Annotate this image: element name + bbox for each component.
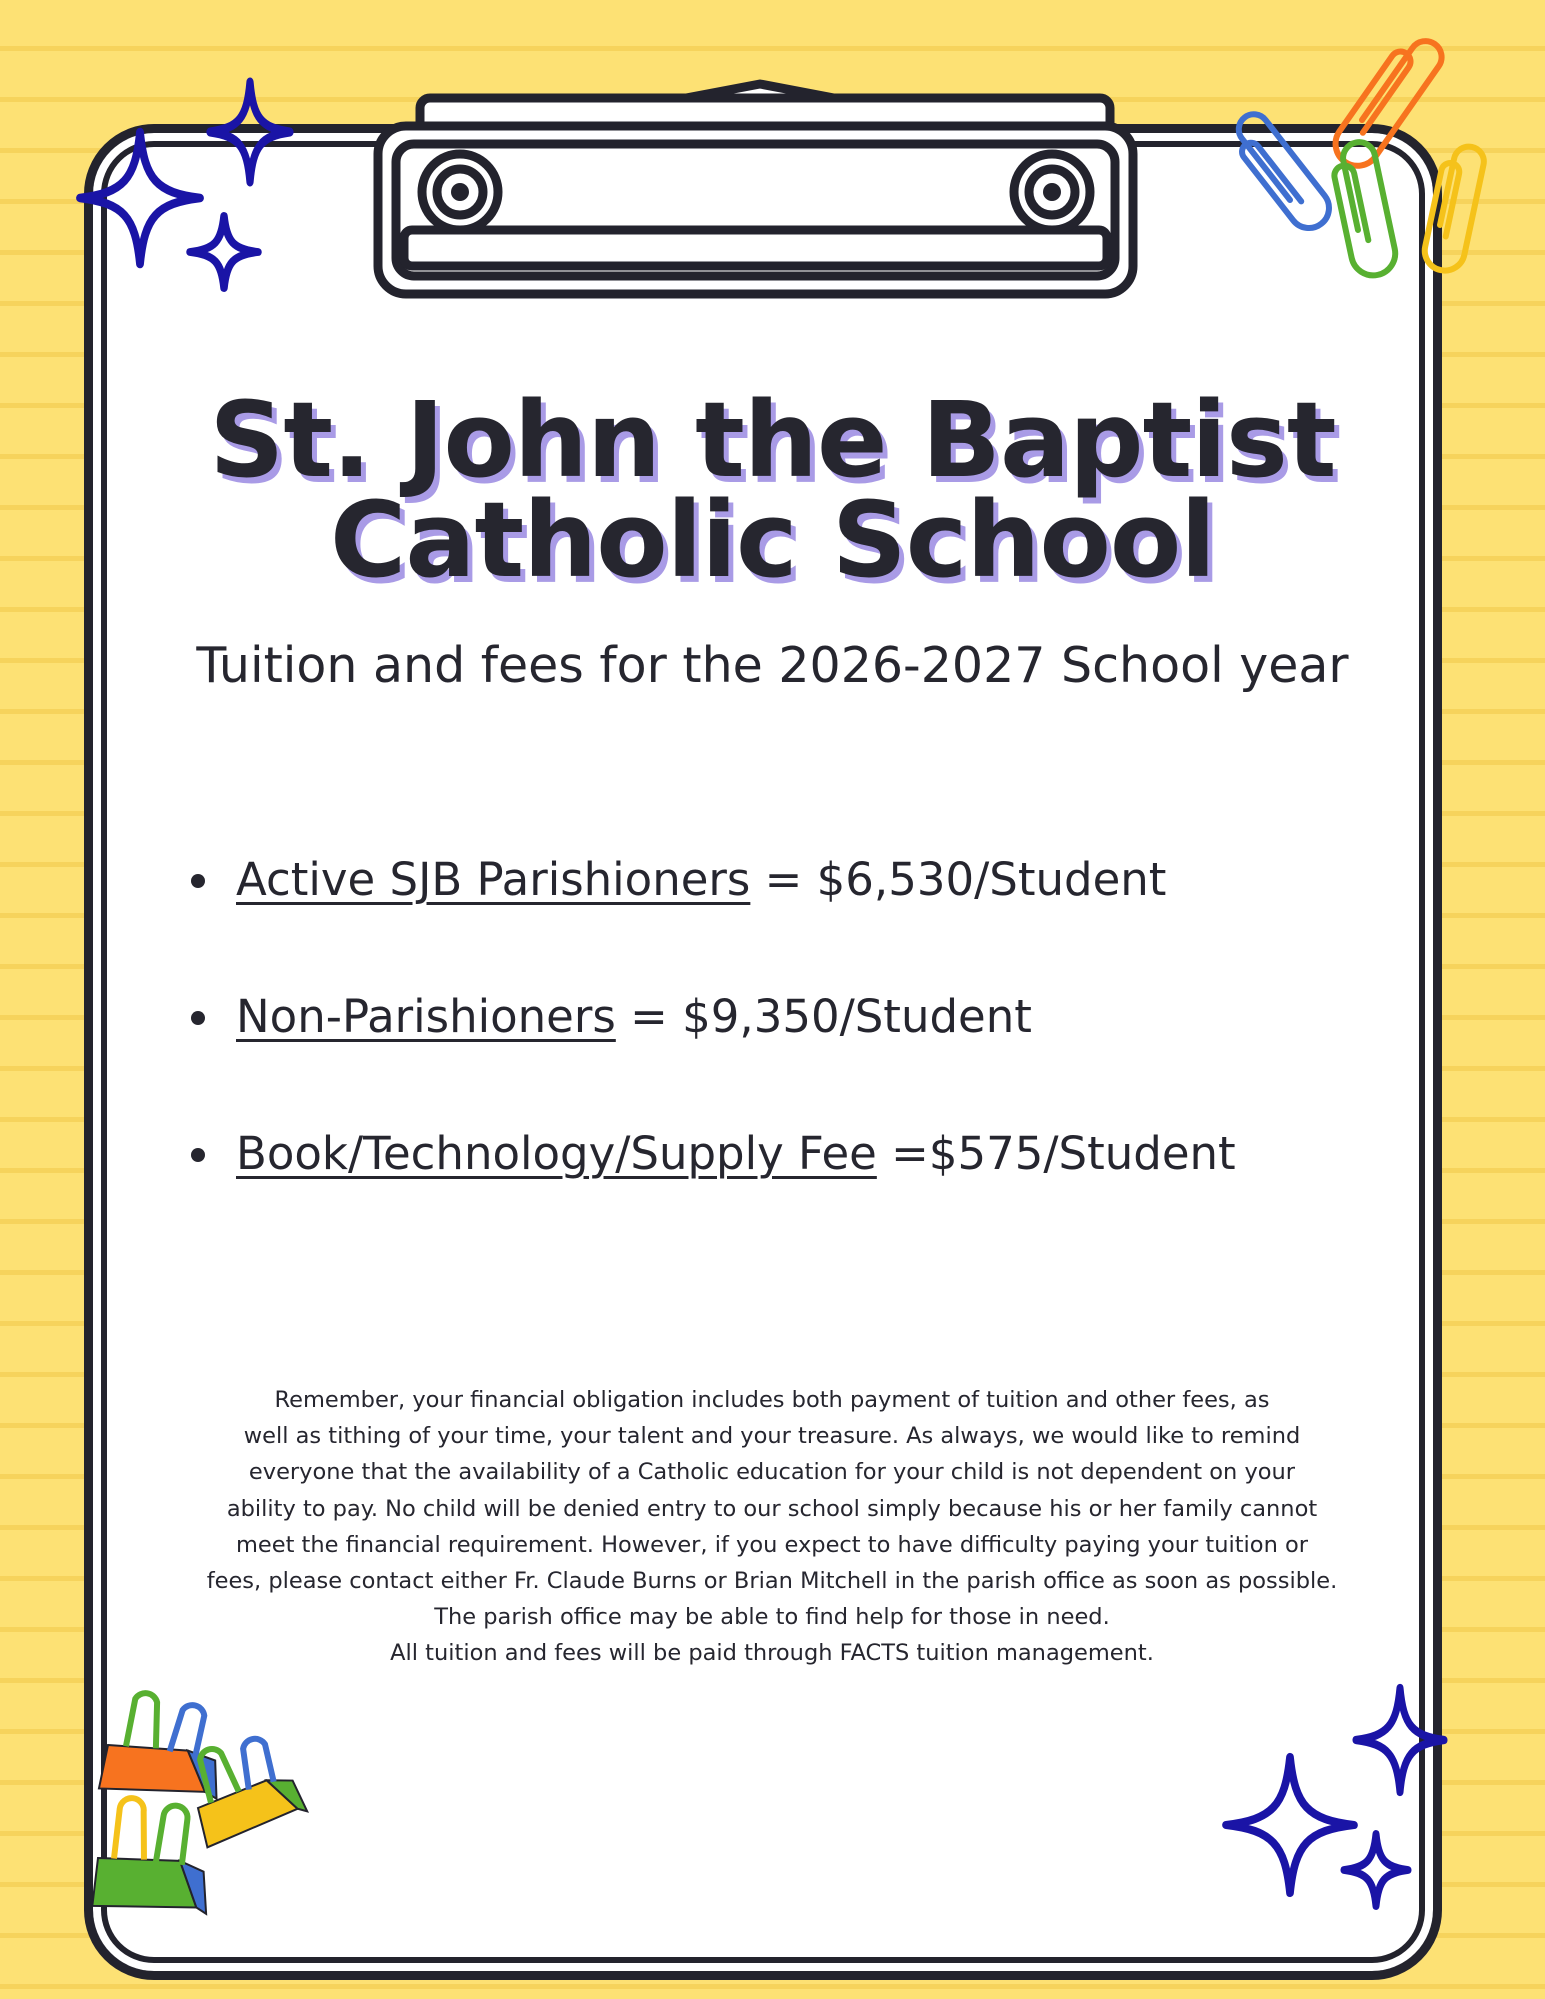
fee-label: Book/Technology/Supply Fee bbox=[236, 1127, 877, 1180]
notice-line: well as tithing of your time, your talent and your treasure. As always, we would like to remind bbox=[243, 1423, 1301, 1450]
school-title-line-2: Catholic School bbox=[330, 479, 1215, 601]
notice-line: The parish office may be able to find help for those in need. bbox=[434, 1604, 1110, 1631]
tuition-subtitle: Tuition and fees for the 2026-2027 School year bbox=[196, 637, 1349, 694]
financial-notice bbox=[112, 1382, 1432, 1672]
notice-line: fees, please contact either Fr. Claude Burns or Brian Mitchell in the parish office as soon as possible. bbox=[206, 1568, 1338, 1595]
fee-item-parishioners bbox=[236, 850, 1386, 987]
notice-line: everyone that the availability of a Catholic education for your child is not dependent on your bbox=[248, 1459, 1296, 1486]
fee-label: Non-Parishioners bbox=[236, 990, 616, 1043]
fee-amount: = $9,350/Student bbox=[615, 990, 1032, 1043]
notice-line: All tuition and fees will be paid through FACTS tuition management. bbox=[390, 1640, 1154, 1667]
bullet-icon bbox=[191, 1148, 205, 1162]
fee-item-non-parishioners bbox=[236, 987, 1386, 1124]
fee-label: Active SJB Parishioners bbox=[236, 853, 751, 906]
notice-line: meet the financial requirement. However, if you expect to have difficulty paying your tuition or bbox=[235, 1531, 1308, 1558]
school-title-line-1: St. John the Baptist bbox=[209, 379, 1336, 501]
notice-line: ability to pay. No child will be denied entry to our school simply because his or her family cannot bbox=[226, 1495, 1318, 1522]
school-title bbox=[120, 379, 1425, 601]
notice-line: Remember, your financial obligation includes both payment of tuition and other fees, as bbox=[274, 1387, 1270, 1413]
bullet-icon bbox=[191, 874, 205, 888]
fee-item-supply-fee bbox=[236, 1124, 1386, 1261]
fee-list bbox=[236, 850, 1386, 1261]
fee-amount: = $6,530/Student bbox=[750, 853, 1167, 906]
bullet-icon bbox=[191, 1011, 205, 1025]
fee-amount: =$575/Student bbox=[876, 1127, 1236, 1180]
